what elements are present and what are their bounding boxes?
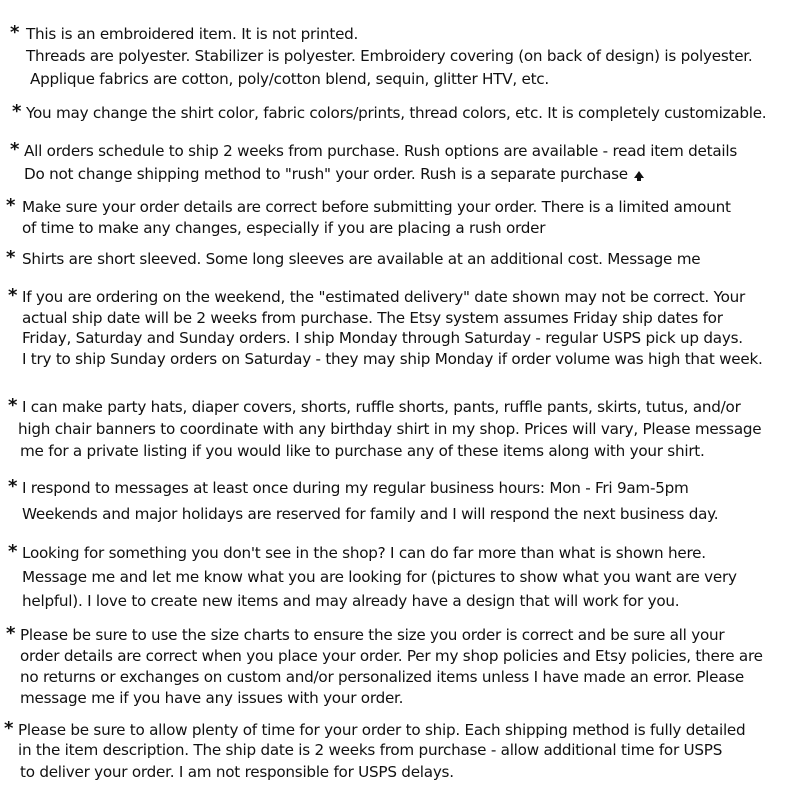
rush-note-text: Do not change shipping method to "rush" your order. Rush is a separate purchase [24, 165, 628, 183]
note-line: message me if you have any issues with your order. [20, 689, 404, 707]
note-line: Applique fabrics are cotton, poly/cotton blend, sequin, glitter HTV, etc. [30, 70, 549, 88]
bullet: * [8, 395, 18, 416]
bullet: * [6, 247, 16, 268]
note-line: Threads are polyester. Stabilizer is polyester. Embroidery covering (on back of design) is polyester. [26, 47, 753, 65]
note-line: of time to make any changes, especially if you are placing a rush order [22, 219, 546, 237]
bullet: * [4, 718, 14, 739]
note-line: in the item description. The ship date is 2 weeks from purchase - allow additional time for USPS [18, 741, 723, 759]
bullet: * [10, 22, 20, 43]
note-line: You may change the shirt color, fabric colors/prints, thread colors, etc. It is completely customizable. [26, 104, 767, 122]
note-line: All orders schedule to ship 2 weeks from purchase. Rush options are available - read item details [24, 142, 737, 160]
bullet: * [12, 101, 22, 122]
bullet: * [8, 285, 18, 306]
bullet: * [10, 139, 20, 160]
bullet: * [8, 541, 18, 562]
note-line: to deliver your order. I am not responsible for USPS delays. [20, 763, 454, 781]
note-line: high chair banners to coordinate with any birthday shirt in my shop. Prices will vary, Please message [18, 420, 762, 438]
bullet: * [6, 195, 16, 216]
note-line: Shirts are short sleeved. Some long sleeves are available at an additional cost. Message me [22, 250, 701, 268]
note-line: If you are ordering on the weekend, the "estimated delivery" date shown may not be correct. Your [22, 288, 746, 306]
note-line: Message me and let me know what you are looking for (pictures to show what you want are very [22, 568, 737, 586]
note-line: no returns or exchanges on custom and/or personalized items unless I have made an error. Please [20, 668, 745, 686]
bullet: * [8, 476, 18, 497]
note-line: helpful). I love to create new items and may already have a design that will work for you. [22, 592, 680, 610]
note-line [24, 164, 644, 184]
note-line: Weekends and major holidays are reserved for family and I will respond the next business day. [22, 505, 719, 523]
note-line: Make sure your order details are correct before submitting your order. There is a limited amount [22, 198, 731, 216]
note-line: order details are correct when you place your order. Per my shop policies and Etsy policies, there are [20, 647, 763, 665]
note-line: Please be sure to use the size charts to ensure the size you order is correct and be sure all your [20, 626, 725, 644]
note-line: Looking for something you don't see in the shop? I can do far more than what is shown here. [22, 544, 706, 562]
bullet: * [6, 623, 16, 644]
note-line: actual ship date will be 2 weeks from purchase. The Etsy system assumes Friday ship dates for [22, 309, 723, 327]
note-line: I respond to messages at least once during my regular business hours: Mon - Fri 9am-5pm [22, 479, 689, 497]
note-line: I try to ship Sunday orders on Saturday - they may ship Monday if order volume was high that week. [22, 350, 763, 368]
note-line: This is an embroidered item. It is not printed. [26, 25, 359, 43]
note-line: me for a private listing if you would like to purchase any of these items along with your shirt. [20, 442, 705, 460]
note-line: Please be sure to allow plenty of time for your order to ship. Each shipping method is fully detailed [18, 721, 746, 739]
note-line: Friday, Saturday and Sunday orders. I ship Monday through Saturday - regular USPS pick up days. [22, 329, 743, 347]
note-line: I can make party hats, diaper covers, shorts, ruffle shorts, pants, ruffle pants, skirts, tutus, and/or [22, 398, 741, 416]
up-arrow-icon [634, 171, 644, 178]
